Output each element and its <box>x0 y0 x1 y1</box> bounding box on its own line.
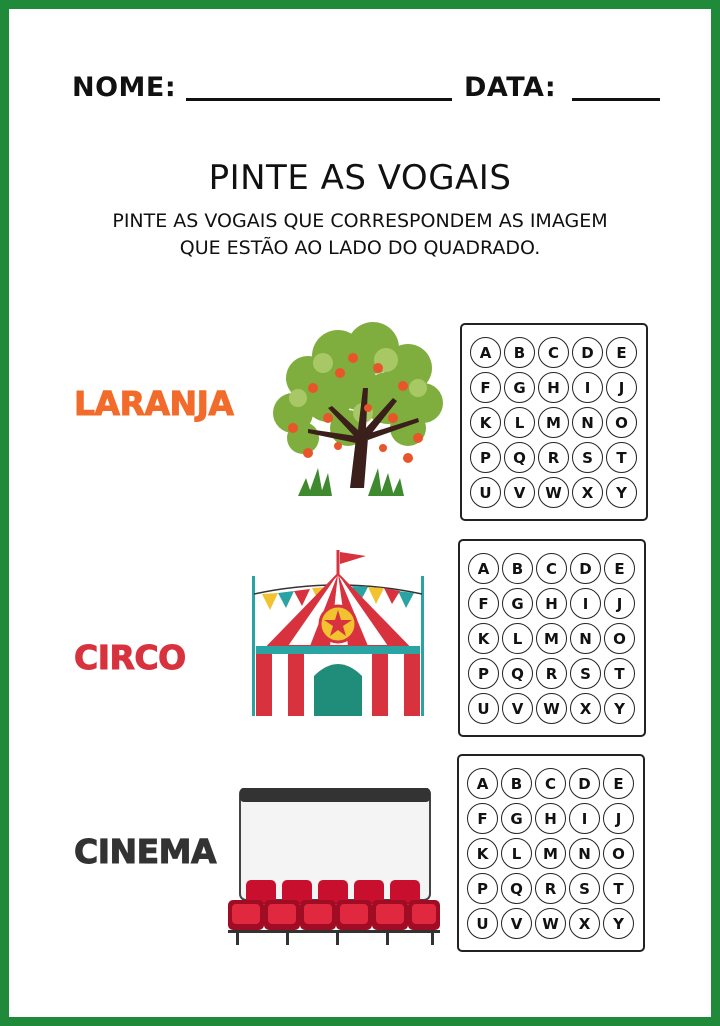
header-row <box>72 72 662 108</box>
letter-circle-g[interactable]: G <box>504 372 535 403</box>
letter-circle-j[interactable]: J <box>606 372 637 403</box>
letter-circle-m[interactable]: M <box>538 407 569 438</box>
letter-circle-u[interactable]: U <box>468 693 499 724</box>
letter-circle-b[interactable]: B <box>501 768 532 799</box>
letter-circle-v[interactable]: V <box>501 908 532 939</box>
name-label: NOME: <box>72 72 177 103</box>
letter-circle-g[interactable]: G <box>502 588 533 619</box>
letter-circle-w[interactable]: W <box>536 693 567 724</box>
word-cinema: CINEMA <box>74 832 217 871</box>
letter-circle-u[interactable]: U <box>470 477 501 508</box>
date-label: DATA: <box>464 72 557 103</box>
letter-circle-l[interactable]: L <box>501 838 532 869</box>
letter-circle-a[interactable]: A <box>470 337 501 368</box>
letter-circle-v[interactable]: V <box>504 477 535 508</box>
letter-circle-t[interactable]: T <box>606 442 637 473</box>
letter-circle-n[interactable]: N <box>570 623 601 654</box>
letter-circle-c[interactable]: C <box>535 768 566 799</box>
letter-circle-q[interactable]: Q <box>504 442 535 473</box>
letter-circle-t[interactable]: T <box>604 658 635 689</box>
letter-circle-y[interactable]: Y <box>606 477 637 508</box>
letter-circle-s[interactable]: S <box>569 873 600 904</box>
instructions-line-2: QUE ESTÃO AO LADO DO QUADRADO. <box>179 237 541 259</box>
letter-circle-i[interactable]: I <box>570 588 601 619</box>
letter-circle-g[interactable]: G <box>501 803 532 834</box>
letter-grid-laranja <box>460 323 648 521</box>
letter-circle-n[interactable]: N <box>572 407 603 438</box>
letter-circle-o[interactable]: O <box>606 407 637 438</box>
letter-circle-w[interactable]: W <box>535 908 566 939</box>
letter-circle-o[interactable]: O <box>603 838 634 869</box>
letter-circle-c[interactable]: C <box>538 337 569 368</box>
letter-circle-p[interactable]: P <box>467 873 498 904</box>
letter-circle-l[interactable]: L <box>502 623 533 654</box>
letter-circle-w[interactable]: W <box>538 477 569 508</box>
letter-circle-b[interactable]: B <box>502 553 533 584</box>
letter-circle-h[interactable]: H <box>535 803 566 834</box>
letter-circle-n[interactable]: N <box>569 838 600 869</box>
letter-circle-k[interactable]: K <box>468 623 499 654</box>
letter-grid-cinema <box>457 754 645 952</box>
letter-circle-f[interactable]: F <box>467 803 498 834</box>
word-laranja: LARANJA <box>74 384 234 423</box>
letter-circle-k[interactable]: K <box>470 407 501 438</box>
instructions-line-1: PINTE AS VOGAIS QUE CORRESPONDEM AS IMAGEM <box>112 210 608 232</box>
letter-circle-f[interactable]: F <box>468 588 499 619</box>
letter-circle-f[interactable]: F <box>470 372 501 403</box>
letter-circle-a[interactable]: A <box>467 768 498 799</box>
letter-circle-j[interactable]: J <box>604 588 635 619</box>
letter-circle-e[interactable]: E <box>603 768 634 799</box>
letter-circle-d[interactable]: D <box>572 337 603 368</box>
letter-circle-j[interactable]: J <box>603 803 634 834</box>
letter-circle-x[interactable]: X <box>569 908 600 939</box>
letter-circle-y[interactable]: Y <box>603 908 634 939</box>
letter-circle-u[interactable]: U <box>467 908 498 939</box>
letter-circle-q[interactable]: Q <box>502 658 533 689</box>
letter-circle-o[interactable]: O <box>604 623 635 654</box>
letter-circle-r[interactable]: R <box>535 873 566 904</box>
letter-circle-s[interactable]: S <box>570 658 601 689</box>
letter-circle-l[interactable]: L <box>504 407 535 438</box>
page-title: PINTE AS VOGAIS <box>208 158 512 198</box>
letter-circle-b[interactable]: B <box>504 337 535 368</box>
letter-circle-p[interactable]: P <box>470 442 501 473</box>
letter-circle-s[interactable]: S <box>572 442 603 473</box>
letter-circle-d[interactable]: D <box>569 768 600 799</box>
letter-circle-e[interactable]: E <box>604 553 635 584</box>
letter-circle-k[interactable]: K <box>467 838 498 869</box>
letter-circle-r[interactable]: R <box>538 442 569 473</box>
circus-tent-icon <box>248 546 428 722</box>
letter-circle-i[interactable]: I <box>569 803 600 834</box>
cinema-screen-seats-icon <box>226 788 442 952</box>
date-line[interactable] <box>572 98 660 101</box>
letter-circle-v[interactable]: V <box>502 693 533 724</box>
letter-circle-x[interactable]: X <box>570 693 601 724</box>
instructions <box>60 208 660 262</box>
letter-circle-y[interactable]: Y <box>604 693 635 724</box>
orange-tree-icon <box>268 318 446 502</box>
letter-circle-m[interactable]: M <box>536 623 567 654</box>
letter-circle-e[interactable]: E <box>606 337 637 368</box>
letter-circle-p[interactable]: P <box>468 658 499 689</box>
letter-circle-r[interactable]: R <box>536 658 567 689</box>
letter-circle-a[interactable]: A <box>468 553 499 584</box>
letter-circle-i[interactable]: I <box>572 372 603 403</box>
letter-grid-circo <box>458 539 646 737</box>
letter-circle-t[interactable]: T <box>603 873 634 904</box>
letter-circle-c[interactable]: C <box>536 553 567 584</box>
letter-circle-d[interactable]: D <box>570 553 601 584</box>
letter-circle-h[interactable]: H <box>536 588 567 619</box>
letter-circle-q[interactable]: Q <box>501 873 532 904</box>
word-circo: CIRCO <box>74 638 186 677</box>
letter-circle-h[interactable]: H <box>538 372 569 403</box>
name-line[interactable] <box>186 98 452 101</box>
letter-circle-m[interactable]: M <box>535 838 566 869</box>
letter-circle-x[interactable]: X <box>572 477 603 508</box>
